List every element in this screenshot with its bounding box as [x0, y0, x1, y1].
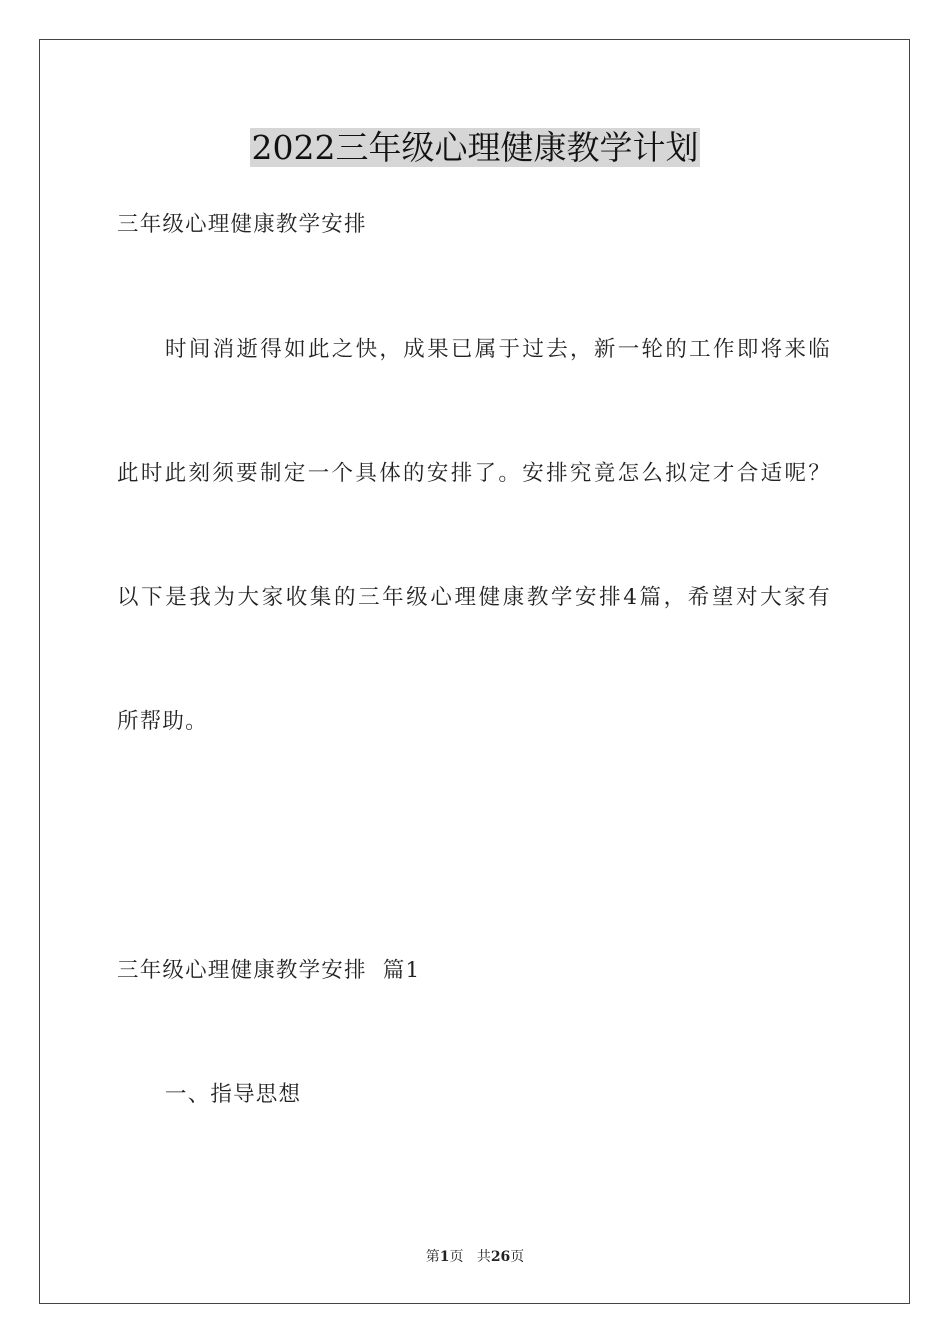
page-number: 1: [439, 1249, 450, 1265]
document-subtitle: 三年级心理健康教学安排: [117, 212, 367, 237]
intro-line-1: 时间消逝得如此之快，成果已属于过去，新一轮的工作即将来临: [165, 337, 831, 362]
subsection-heading: 一、指导思想: [165, 1082, 302, 1107]
page-footer: [0, 1248, 950, 1266]
section-heading: 三年级心理健康教学安排 篇1: [117, 958, 421, 983]
document-title: [0, 128, 950, 168]
page-prefix: 第: [425, 1249, 440, 1265]
intro-line-4: 所帮助。: [117, 709, 208, 734]
total-prefix: 共: [476, 1249, 491, 1265]
total-suffix: 页: [510, 1249, 525, 1265]
page-suffix: 页: [449, 1249, 464, 1265]
document-title-text: 2022三年级心理健康教学计划: [251, 128, 699, 167]
total-pages: 26: [490, 1249, 511, 1265]
intro-line-3: 以下是我为大家收集的三年级心理健康教学安排4篇，希望对大家有: [117, 585, 831, 610]
intro-line-2: 此时此刻须要制定一个具体的安排了。安排究竟怎么拟定才合适呢？: [117, 461, 831, 486]
